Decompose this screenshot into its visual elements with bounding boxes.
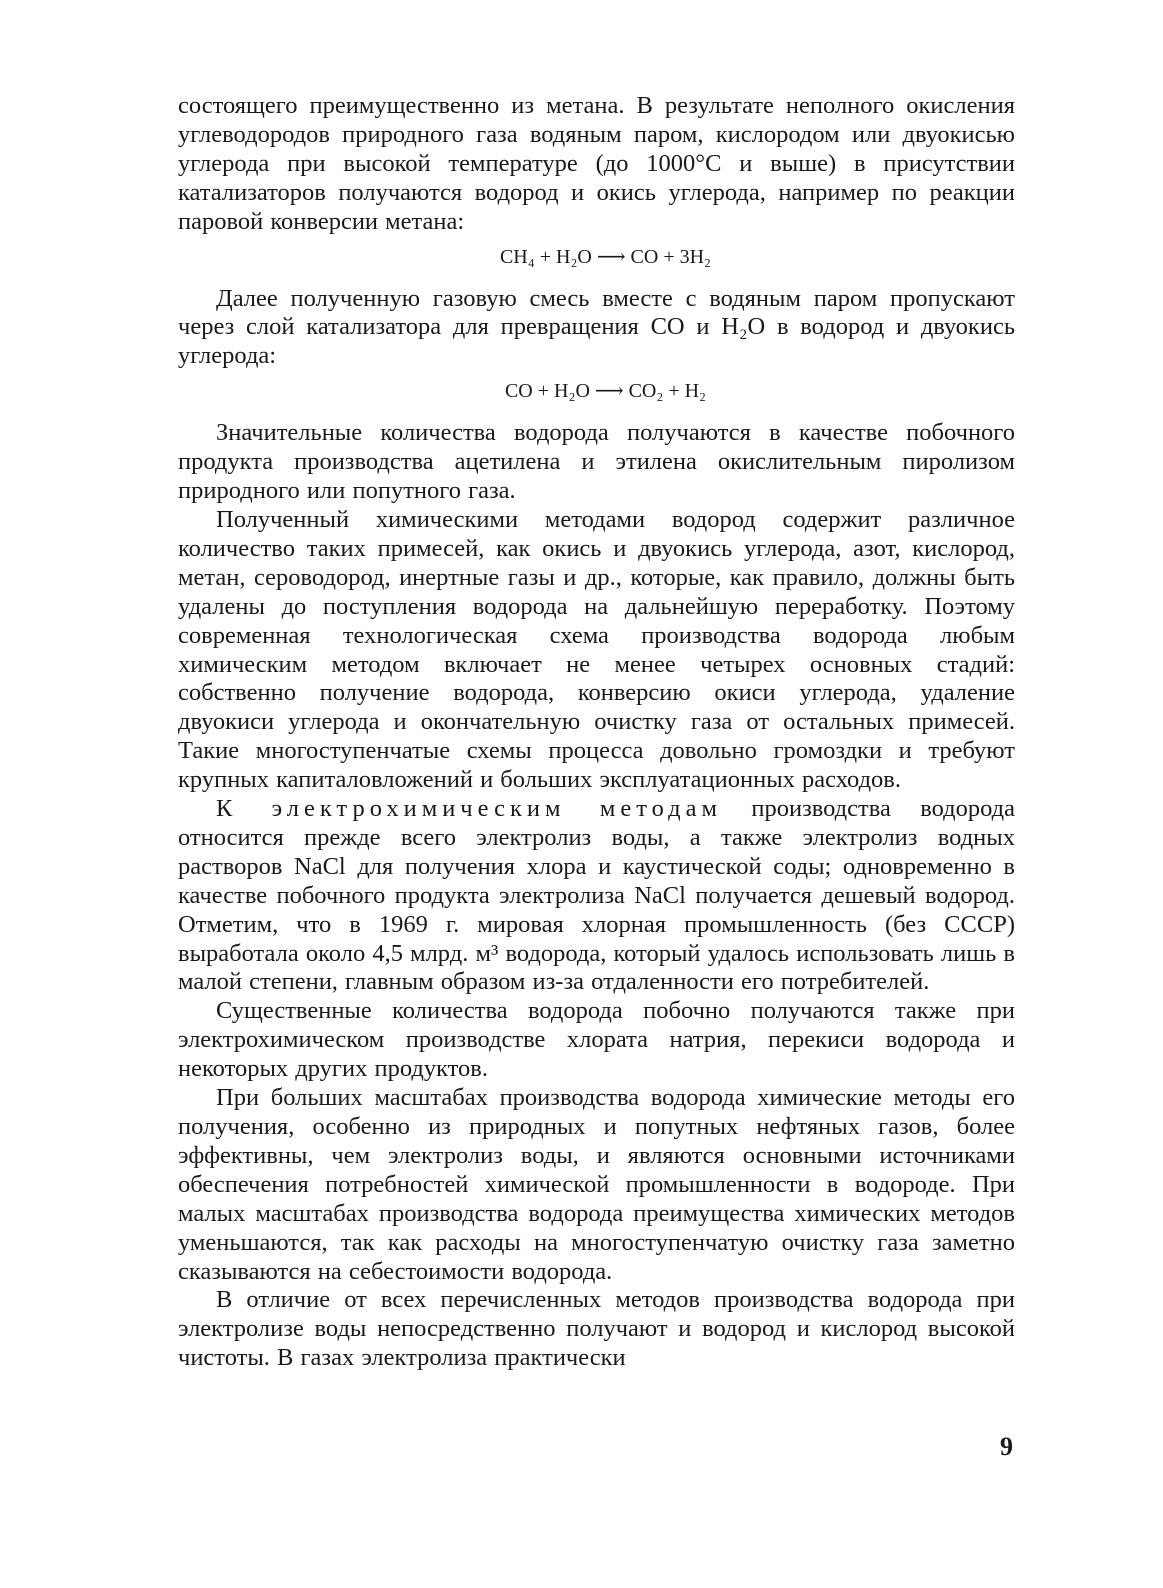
paragraph-catalyst-conversion: Далее полученную газовую смесь вместе с водяным паром пропускают через слой катализатора для превращения CO и H₂O в водород и двуокись углерода:	[178, 284, 1015, 370]
paragraph-electrochemical-body: производства водорода относится прежде всего электролиз воды, а также электролиз водных растворов NaCl для получения хлора и каустической соды; одновременно в качестве побочного продукта электролиза NaCl получается дешевый водород. Отметим, что в 1969 г. мировая хлорная промышленность (без СССР) выработала около 4,5 млрд. м³ водорода, который удалось использовать лишь в малой степени, главным образом из-за отдаленности его потребителей.	[178, 795, 1015, 996]
paragraph-electrolysis-purity: В отличие от всех перечисленных методов производства водорода при электролизе воды непосредственно получают и водород и кислород высокой чистоты. В газах электролиза практически	[178, 1286, 1015, 1372]
formula-steam-methane-conversion: CH₄ + H₂O ⟶ CO + 3H₂	[499, 245, 712, 268]
paragraph-acetylene-byproduct: Значительные количества водорода получаются в качестве побочного продукта производства ацетилена и этилена окислительным пиролизом природного или попутного газа.	[178, 419, 1015, 505]
emphasis-electrochemical-methods: К электрохимическим методам	[216, 795, 722, 823]
page-number: 9	[1000, 1432, 1013, 1461]
paragraph-impurities: Полученный химическими методами водород содержит различное количество таких примесей, как окись и двуокись углерода, азот, кислород, метан, сероводород, инертные газы и др., которые, как правило, должны быть удалены до поступления водорода на дальнейшую переработку. Поэтому современная технологическая схема производства водорода любым химическим методом включает не менее четырех основных стадий: собственно получение водорода, конверсию окиси углерода, удаление двуокиси углерода и окончательную очистку газа от остальных примесей. Такие многоступенчатые схемы процесса довольно громоздки и требуют крупных капиталовложений и больших эксплуатационных расходов.	[178, 505, 1015, 794]
formula-co-shift: CO + H₂O ⟶ CO₂ + H₂	[504, 380, 707, 403]
paragraph-methane-oxidation: состоящего преимущественно из метана. В результате неполного окисления углеводородов природного газа водяным паром, кислородом или двуокисью углерода при высокой температуре (до 1000°С и выше) в присутствии катализаторов получаются водород и окись углерода, например по реакции паровой конверсии метана:	[178, 92, 1015, 235]
paragraph-chlorate-peroxide: Существенные количества водорода побочно получаются также при электрохимическом производстве хлората натрия, перекиси водорода и некоторых других продуктов.	[178, 997, 1015, 1083]
paragraph-electrochemical-methods	[178, 795, 1015, 997]
paragraph-large-scale-comparison: При больших масштабах производства водорода химические методы его получения, особенно из природных и попутных нефтяных газов, более эффективны, чем электролиз воды, и являются основными источниками обеспечения потребностей химической промышленности в водороде. При малых масштабах производства водорода преимущества химических методов уменьшаются, так как расходы на многоступенчатую очистку газа заметно сказываются на себестоимости водорода.	[178, 1084, 1015, 1285]
